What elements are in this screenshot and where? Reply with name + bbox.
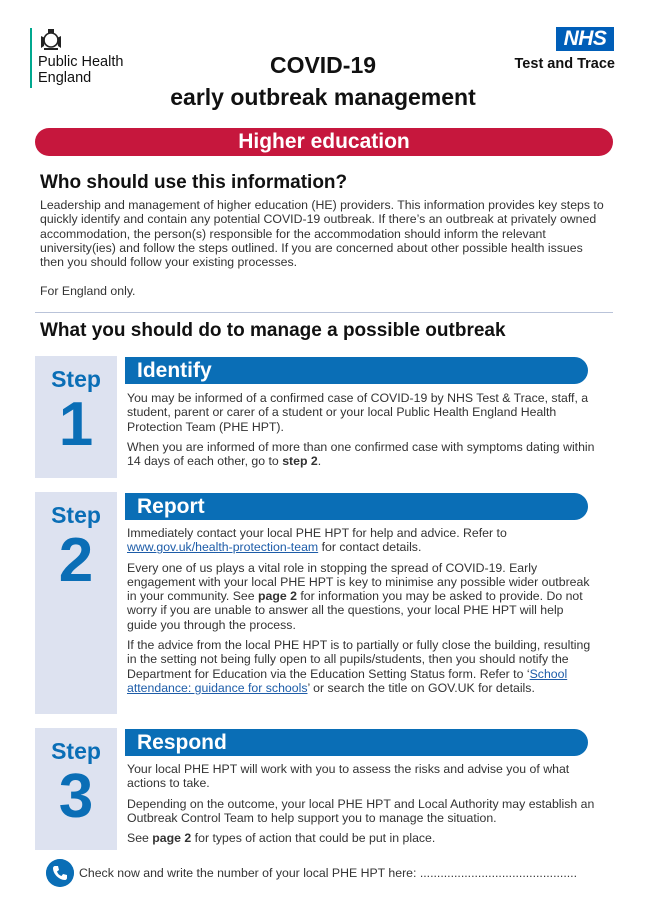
step-2-p2-end: for information you may be asked to provide. Do not worry if you are unable to answer all the questions, your local PHE HPT will help guide you through the process.	[127, 589, 583, 632]
section-heading: What you should do to manage a possible outbreak	[40, 320, 506, 341]
step-3-tile	[35, 728, 117, 850]
intro-heading: Who should use this information?	[40, 172, 348, 193]
phe-name-line1: Public Health	[38, 54, 124, 70]
health-protection-team-link[interactable]: www.gov.uk/health-protection-team	[127, 540, 319, 555]
intro-paragraph: Leadership and management of higher education (HE) providers. This information provides key steps to quickly identify and contain any potential COVID-19 outbreak. If there’s an outbreak at privately owned accommodation, the person(s) responsible for the accommodation should inform the relevant university(ies) and follow the steps outlined. If you are concerned about other possible health issues then you should follow your existing processes.	[40, 198, 604, 270]
phe-name-line2: England	[38, 70, 92, 86]
step-2-paragraph-1	[127, 526, 597, 555]
step-2-number: 2	[58, 526, 94, 595]
step-2-paragraph-3	[127, 638, 597, 695]
step-2-body	[127, 526, 597, 701]
step-3-p3-bold: page 2	[152, 831, 192, 846]
step-2-p2-text: Every one of us plays a vital role in stopping the spread of COVID-19. Early engagement with your local PHE HPT is key to minimise any possible wider outbreak in your community. See	[127, 560, 590, 604]
step-1-paragraph-1: You may be informed of a confirmed case of COVID-19 by NHS Test & Trace, staff, a student, parent or carer of a student or your local Public Health England Health Protection Team (PHE HPT).	[127, 391, 589, 434]
step-2-title: Report	[125, 493, 588, 520]
step-1-title: Identify	[125, 357, 588, 384]
step-3-p3-text: See	[127, 831, 153, 846]
step-1-paragraph-2	[127, 440, 597, 469]
step-3-p3-end: for types of action that could be put in place.	[191, 831, 436, 846]
hpt-number-prompt: Check now and write the number of your local PHE HPT here: ..............................................	[79, 866, 577, 880]
step-2-p3-text: If the advice from the local PHE HPT is to partially or fully close the building, resulting in the setting not being fully open to all pupils/students, then you should notify the Department for Education via the Education Setting Status form. Refer to ‘	[127, 638, 591, 681]
step-3-paragraph-3	[127, 831, 597, 845]
step-2-tile	[35, 492, 117, 714]
phone-icon	[46, 859, 74, 887]
nhs-logo: NHS	[556, 27, 614, 51]
step-2-p2-bold: page 2	[258, 589, 297, 604]
step-1-tile	[35, 356, 117, 478]
section-divider	[35, 312, 613, 313]
step-3-paragraph-2: Depending on the outcome, your local PHE HPT and Local Authority may establish an Outbreak Control Team to help support you to manage the situation.	[127, 796, 595, 825]
nhs-test-and-trace: Test and Trace	[514, 56, 615, 72]
step-3-body	[127, 762, 597, 851]
step-2-p1-text: Immediately contact your local PHE HPT for help and advice. Refer to	[127, 526, 507, 540]
step-2-paragraph-2	[127, 561, 597, 632]
page-subtitle: early outbreak management	[170, 84, 476, 110]
step-2-label: Step	[51, 502, 101, 528]
scope-note: For England only.	[40, 284, 136, 298]
step-2-p3-end: ’ or search the title on GOV.UK for details.	[307, 680, 535, 695]
step-3-paragraph-1: Your local PHE HPT will work with you to assess the risks and advise you of what actions to take.	[127, 762, 570, 791]
step-1-p2-end: .	[317, 454, 322, 469]
step-1-p2-text: When you are informed of more than one confirmed case with symptoms dating within 14 days of each other, go to	[127, 439, 595, 469]
school-attendance-guidance-link[interactable]: School attendance: guidance for schools	[127, 666, 568, 695]
step-1-number: 1	[58, 390, 94, 459]
audience-banner: Higher education	[35, 128, 613, 156]
step-1-label: Step	[51, 366, 101, 392]
step-3-title: Respond	[125, 729, 588, 756]
page-title: COVID-19	[269, 52, 377, 78]
step-1-p2-bold: step 2	[282, 454, 318, 469]
step-2-p1-end: for contact details.	[318, 540, 422, 555]
step-3-number: 3	[58, 762, 94, 831]
step-3-label: Step	[51, 738, 101, 764]
royal-crest-icon	[38, 26, 64, 52]
step-1-body	[127, 391, 597, 474]
